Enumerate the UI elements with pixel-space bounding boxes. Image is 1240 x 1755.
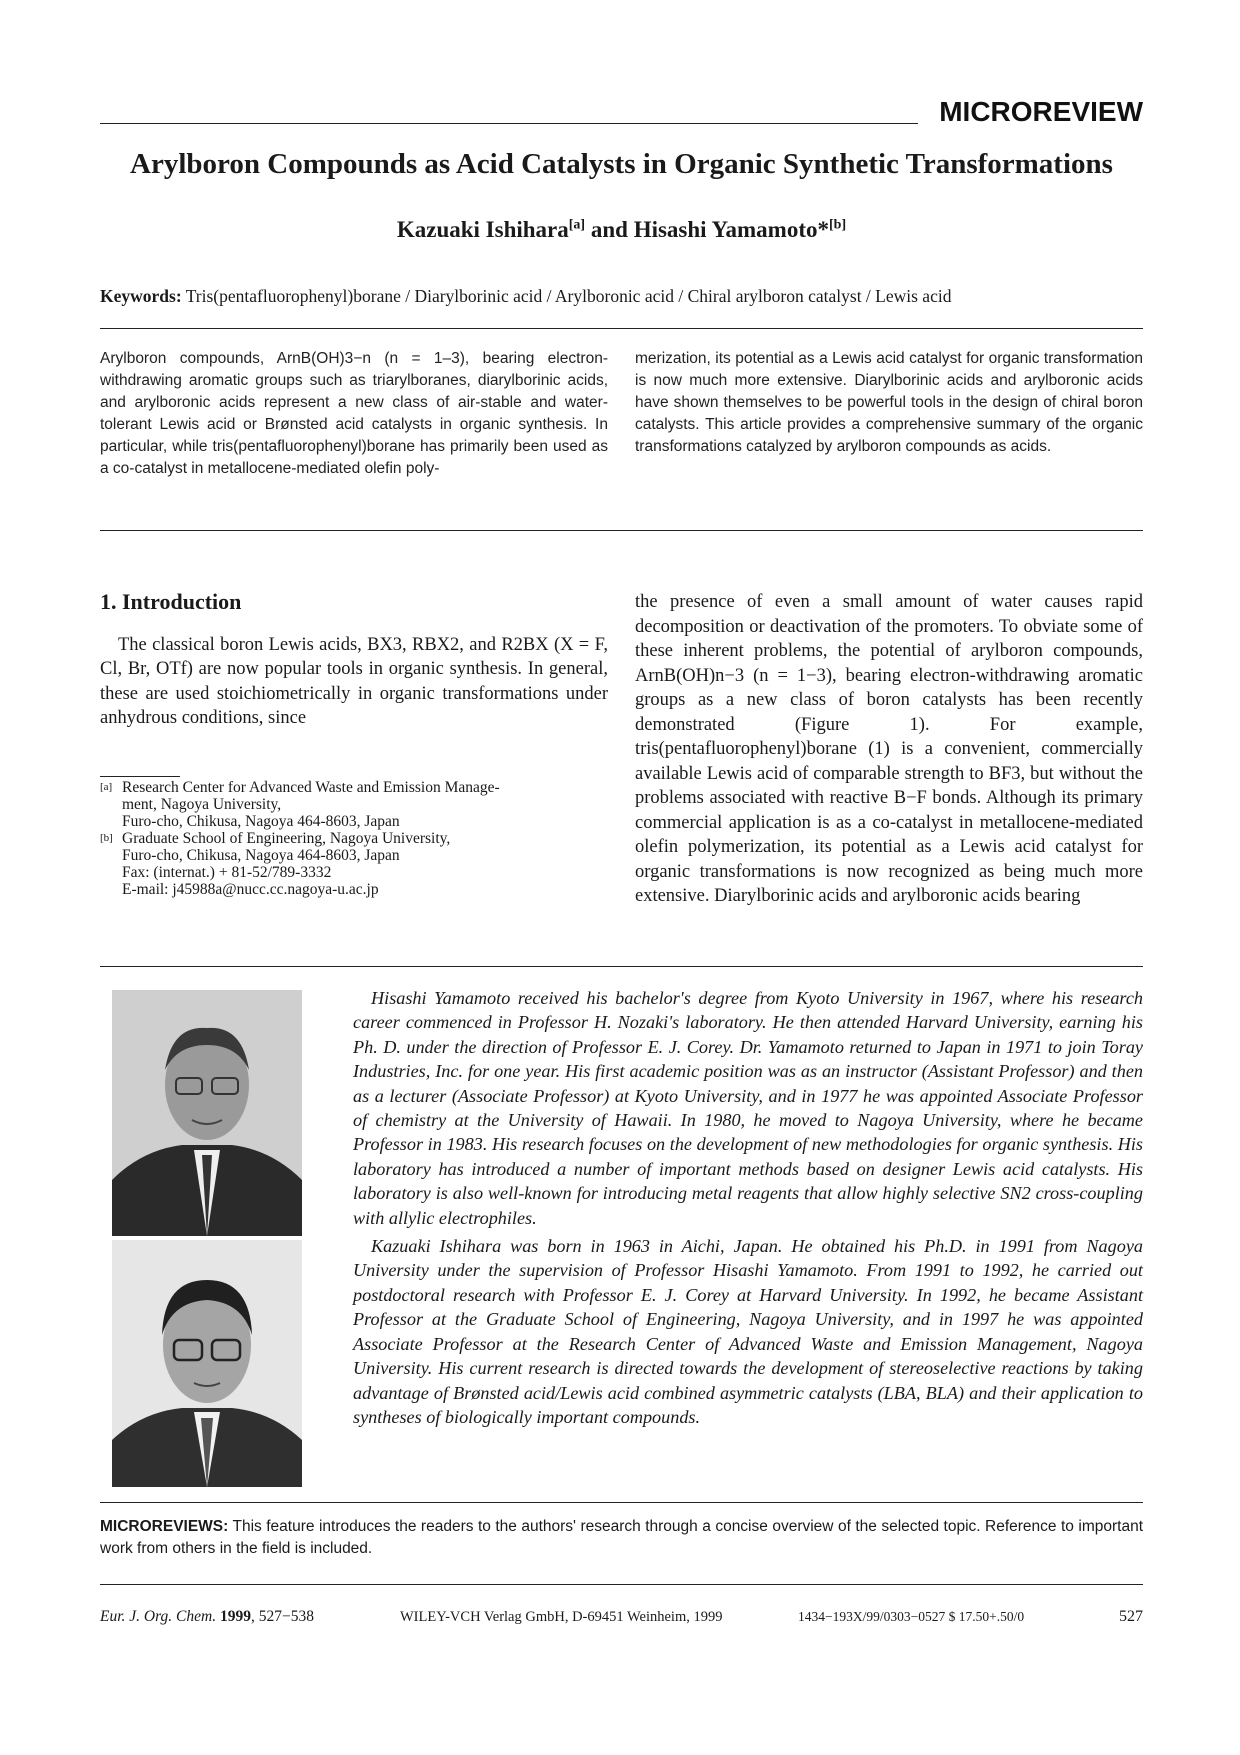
page-footer xyxy=(100,1608,1143,1626)
biography-ishihara: Kazuaki Ishihara was born in 1963 in Aichi, Japan. He obtained his Ph.D. in 1991 from Nagoya University under the supervision of Professor Hisashi Yamamoto. From 1991 to 1992, he carried out postdoctoral research with Professor E. J. Corey at Harvard University. In 1992, he became Assistant Professor at the Graduate School of Engineering, Nagoya University, and in 1997 he was appointed Associate Professor at the Research Center of Advanced Waste and Emission Management, Nagoya University. His current research is directed towards the development of stereoselective reactions by taking advantage of Brønsted acid/Lewis acid combined asymmetric catalysts (LBA, BLA) and their application to syntheses of biologically important compounds. xyxy=(353,1236,1143,1427)
issn-line: 1434−193X/99/0303−0527 $ 17.50+.50/0 xyxy=(798,1609,1025,1624)
footnote-rule xyxy=(100,776,180,777)
author-conjunction: and xyxy=(590,217,628,242)
biography-yamamoto: Hisashi Yamamoto received his bachelor's degree from Kyoto University in 1967, where his research career commenced in Professor H. Nozaki's laboratory. He then attended Harvard University, earning his Ph. D. under the direction of Professor E. J. Corey. Dr. Yamamoto returned to Japan in 1971 to join Toray Industries, Inc. for one year. His first academic position was as an instructor (Assistant Professor) and then as a lecturer (Associate Professor) at Kyoto University, and in 1977 he was appointed Associate Professor of chemistry at the University of Hawaii. In 1980, he moved to Nagoya University, where he became Professor in 1983. His research focuses on the development of new methodologies for organic synthesis. His laboratory has introduced a number of important methods based on designer Lewis acid catalysts. His laboratory is also well-known for introducing metal reagents that allow highly selective SN2 cross-coupling with allylic electrophiles. xyxy=(353,988,1143,1228)
abstract xyxy=(100,348,1143,480)
intro-left-column xyxy=(100,590,608,731)
rubric-rule xyxy=(100,123,918,124)
divider xyxy=(100,1502,1143,1503)
section-heading: 1. Introduction xyxy=(100,589,242,614)
footnote-line: Fax: (internat.) + 81-52/789-3332 xyxy=(122,864,332,881)
footnote-line: ment, Nagoya University, xyxy=(122,796,282,813)
affiliation-mark: [b] xyxy=(829,217,847,233)
author-name: Hisashi Yamamoto* xyxy=(633,217,829,242)
footnote xyxy=(100,779,608,830)
footnote-mark: [b] xyxy=(100,832,113,844)
divider xyxy=(100,1584,1143,1585)
footnote xyxy=(100,830,608,898)
microreviews-note xyxy=(100,1516,1143,1560)
divider xyxy=(100,328,1143,329)
footnote-line: Furo-cho, Chikusa, Nagoya 464-8603, Japan xyxy=(122,813,400,830)
divider xyxy=(100,530,1143,531)
author-photo-yamamoto xyxy=(112,990,302,1236)
body-paragraph: the presence of even a small amount of water causes rapid decomposition or deactivation of the promoters. To obviate some of these inherent problems, the potential of arylboron compounds, ArnB(OH)n−3 (n = 1−3), bearing electron-withdrawing aromatic groups as a new class of boron catalysts has been recently demonstrated (Figure 1). For example, tris(pentafluorophenyl)borane (1) is a convenient, commercially available Lewis acid of comparable strength to BF3, but without the problems associated with reactive B−F bonds. Although its primary commercial application is as a co-catalyst in metallocene-mediated olefin polymerization, its potential as a Lewis acid catalyst for organic transformations is now recognized as being much more extensive. Diarylborinic acids and arylboronic acids bearing xyxy=(635,592,1143,906)
footnote-line: Research Center for Advanced Waste and Emission Manage- xyxy=(122,779,500,796)
divider xyxy=(100,966,1143,967)
page-number: 527 xyxy=(1119,1608,1143,1625)
author-name: Kazuaki Ishihara xyxy=(396,217,569,242)
abstract-left-column: Arylboron compounds, ArnB(OH)3−n (n = 1–3), bearing electron-withdrawing aromatic groups such as triarylboranes, diarylborinic acids, and arylboronic acids represent a new class of air-stable and water-tolerant Lewis acid or Brønsted acid catalysts in organic synthesis. In particular, while tris(pentafluorophenyl)borane has primarily been used as a co-catalyst in metallocene-mediated olefin poly- xyxy=(100,350,608,477)
microreviews-text: This feature introduces the readers to the authors' research through a concise overview of the selected topic. Reference to important work from others in the field is included. xyxy=(100,1518,1144,1557)
keywords xyxy=(100,286,1143,307)
author-line xyxy=(100,217,1143,243)
keywords-text: Tris(pentafluorophenyl)borane / Diarylborinic acid / Arylboronic acid / Chiral arylboron catalyst / Lewis acid xyxy=(185,286,952,306)
footnote-mark: [a] xyxy=(100,781,113,793)
affiliation-mark: [a] xyxy=(568,217,586,233)
microreviews-label: MICROREVIEWS: xyxy=(100,1518,229,1535)
article-title: Arylboron Compounds as Acid Catalysts in Organic Synthetic Transformations xyxy=(130,148,1113,180)
journal-name: Eur. J. Org. Chem. xyxy=(100,1608,217,1625)
affiliation-footnotes xyxy=(100,776,608,898)
portrait-image xyxy=(112,990,302,1236)
footnote-line: Furo-cho, Chikusa, Nagoya 464-8603, Japan xyxy=(122,847,400,864)
footnote-line: Graduate School of Engineering, Nagoya University, xyxy=(122,830,451,847)
author-biographies xyxy=(353,986,1143,1433)
rubric-label: MICROREVIEW xyxy=(939,96,1143,127)
journal-year: 1999 xyxy=(219,1608,251,1625)
intro-right-column xyxy=(635,590,1143,909)
abstract-right-column: merization, its potential as a Lewis acid catalyst for organic transformation is now much more extensive. Diarylborinic acids and arylboronic acids have shown themselves to be powerful tools in the design of chiral boron catalysts. This article provides a comprehensive summary of the organic transformations catalyzed by arylboron compounds as acids. xyxy=(635,350,1143,455)
publisher-line: WILEY-VCH Verlag GmbH, D-69451 Weinheim, 1999 xyxy=(400,1609,723,1625)
journal-pages: , 527−538 xyxy=(250,1608,314,1625)
section-rubric xyxy=(100,96,1143,132)
portrait-image xyxy=(112,1240,302,1487)
keywords-label: Keywords: xyxy=(100,286,182,306)
journal-citation xyxy=(100,1608,400,1626)
author-photo-ishihara xyxy=(112,1240,302,1487)
body-paragraph: The classical boron Lewis acids, BX3, RBX2, and R2BX (X = F, Cl, Br, OTf) are now popular tools in organic synthesis. In general, these are used stoichiometrically in organic transformations under anhydrous conditions, since xyxy=(100,634,608,728)
footnote-line: E-mail: j45988a@nucc.cc.nagoya-u.ac.jp xyxy=(122,881,379,898)
